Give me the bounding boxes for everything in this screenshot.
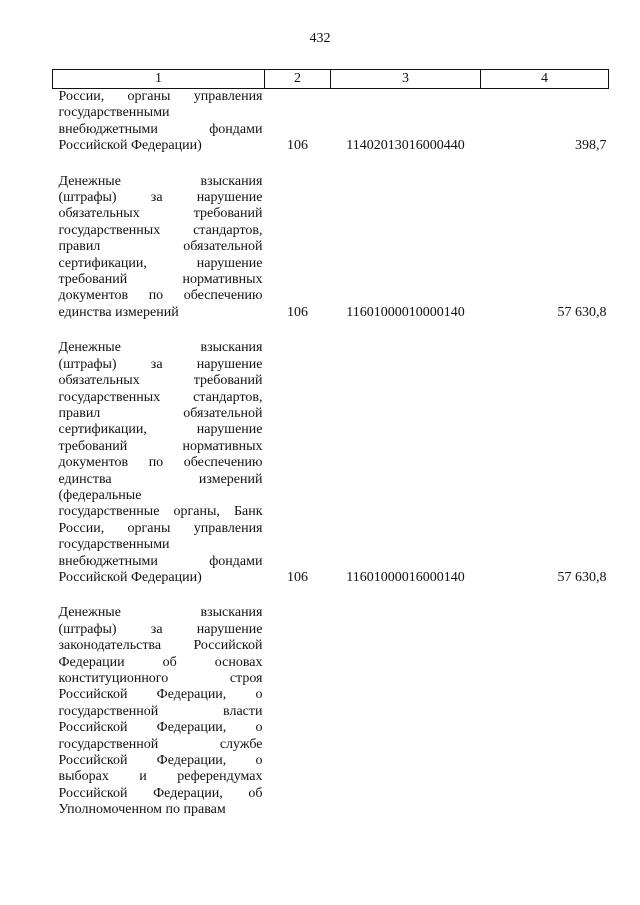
description-line: правил обязательной bbox=[58, 239, 263, 255]
description-line: (федеральные bbox=[58, 487, 142, 503]
description-line: правил обязательной bbox=[58, 405, 263, 421]
column-header-2: 2 bbox=[265, 70, 331, 89]
column-header-3: 3 bbox=[331, 70, 481, 89]
column-header-1: 1 bbox=[53, 70, 265, 89]
row-amount: 57 630,8 bbox=[557, 304, 607, 320]
row-description bbox=[53, 340, 265, 586]
row-admin-code: 106 bbox=[287, 138, 308, 154]
row-spacer bbox=[53, 586, 609, 605]
description-line: Российской Федерации) bbox=[58, 569, 202, 585]
description-line: России, органы управления bbox=[58, 89, 263, 104]
description-line: конституционного строя bbox=[58, 671, 263, 686]
row-description bbox=[53, 605, 265, 818]
row-admin-code bbox=[265, 605, 331, 818]
description-line: Российской Федерации, о bbox=[58, 753, 263, 769]
table-row bbox=[53, 174, 609, 322]
description-line: Денежные взыскания bbox=[58, 340, 263, 356]
table-body bbox=[53, 89, 609, 819]
description-line: требований нормативных bbox=[58, 272, 263, 288]
description-line: требований нормативных bbox=[58, 438, 263, 454]
description-line: единства измерений bbox=[58, 304, 179, 320]
description-line: (штрафы) за нарушение bbox=[58, 356, 263, 372]
description-line: Уполномоченном по правам bbox=[58, 802, 226, 818]
row-description bbox=[53, 174, 265, 322]
table-row bbox=[53, 605, 609, 818]
description-line: Российской Федерации, об bbox=[58, 785, 263, 801]
description-line: внебюджетными фондами bbox=[58, 553, 263, 569]
description-line: государственной власти bbox=[58, 703, 263, 719]
description-line: единства измерений bbox=[58, 471, 263, 487]
description-line: внебюджетными фондами bbox=[58, 121, 263, 137]
description-line: государственными bbox=[58, 537, 170, 553]
header-row bbox=[53, 70, 609, 89]
description-line: документов по обеспечению bbox=[58, 455, 263, 471]
row-budget-code bbox=[331, 605, 481, 818]
description-line: Российской Федерации) bbox=[58, 138, 202, 154]
row-amount: 57 630,8 bbox=[557, 569, 607, 585]
description-line: (штрафы) за нарушение bbox=[58, 621, 263, 637]
description-line: Денежные взыскания bbox=[58, 173, 263, 189]
row-amount: 398,7 bbox=[575, 138, 607, 154]
description-line: сертификации, нарушение bbox=[58, 422, 263, 438]
budget-table bbox=[52, 69, 609, 819]
row-description bbox=[53, 89, 265, 155]
description-line: Денежные взыскания bbox=[58, 605, 263, 621]
description-line: государственных стандартов, bbox=[58, 222, 263, 238]
description-line: обязательных требований bbox=[58, 373, 263, 389]
description-line: государственными bbox=[58, 105, 170, 121]
row-spacer bbox=[53, 321, 609, 340]
description-line: выборах и референдумах bbox=[58, 769, 263, 785]
row-admin-code: 106 bbox=[287, 304, 308, 320]
description-line: государственной службе bbox=[58, 736, 263, 752]
description-line: государственные органы, Банк bbox=[58, 504, 263, 520]
description-line: Российской Федерации, о bbox=[58, 687, 263, 703]
description-line: Российской Федерации, о bbox=[58, 720, 263, 736]
description-line: России, органы управления bbox=[58, 520, 263, 536]
table-row bbox=[53, 89, 609, 155]
description-line: Федерации об основах bbox=[58, 654, 263, 670]
row-spacer bbox=[53, 155, 609, 174]
description-line: законодательства Российской bbox=[58, 638, 263, 654]
description-line: документов по обеспечению bbox=[58, 288, 263, 304]
description-line: сертификации, нарушение bbox=[58, 255, 263, 271]
description-line: государственных стандартов, bbox=[58, 389, 263, 405]
page-number: 432 bbox=[309, 31, 331, 46]
description-line: (штрафы) за нарушение bbox=[58, 190, 263, 206]
description-line: обязательных требований bbox=[58, 206, 263, 222]
row-budget-code: 11601000010000140 bbox=[346, 304, 465, 320]
table-row bbox=[53, 340, 609, 586]
row-amount bbox=[481, 605, 609, 818]
row-admin-code: 106 bbox=[287, 569, 308, 585]
row-budget-code: 11402013016000440 bbox=[346, 138, 465, 154]
row-budget-code: 11601000016000140 bbox=[346, 569, 465, 585]
column-header-4: 4 bbox=[481, 70, 609, 89]
